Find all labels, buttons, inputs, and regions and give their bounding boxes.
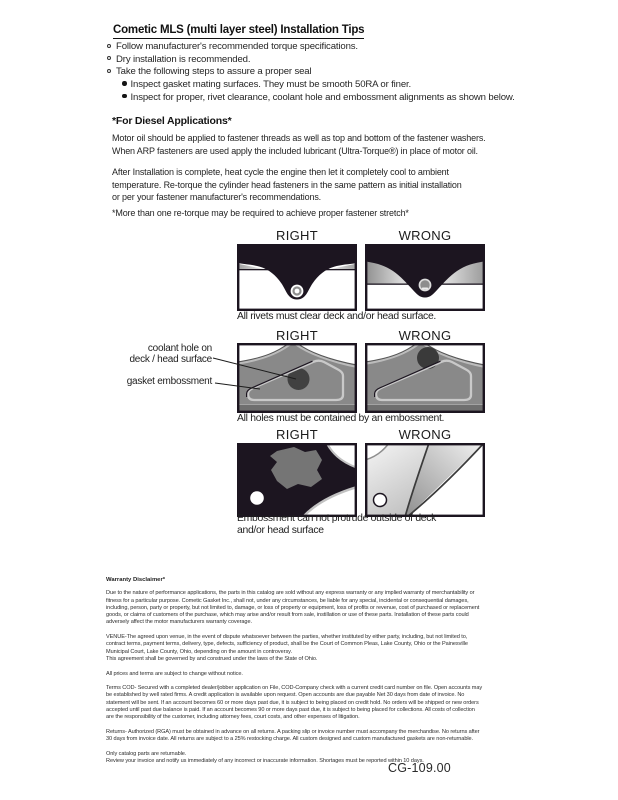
warranty-line: goods, or claims of customers of the purchase, which may arise and/or result from sale, instillation or use of these parts. Installation of these parts could <box>106 612 469 619</box>
paragraph-line: or per your fastener manufacturer's recommendations. <box>112 192 322 202</box>
catalog-line: Review your invoice and notify us immediately of any incorrect or inaccurate information. Shortages must be reported within 10 days. <box>106 758 424 765</box>
row3-caption <box>237 513 436 537</box>
tip-text: Inspect gasket mating surfaces. They must be smooth 50RA or finer. <box>130 79 412 91</box>
terms-line: accepted until past due balance is paid. If an account becomes 90 or more days past due, it is subject to being placed for collections. All costs of collection <box>106 707 475 714</box>
coolant-hole-annotation <box>92 344 212 366</box>
right-label: RIGHT <box>276 228 318 243</box>
warranty-line: fitness for a particular purpose. Cometic Gasket Inc., shall not, under any circumstances, be liable for any special, incidental or consequential damages, <box>106 597 469 604</box>
tip-text: Dry installation is recommended. <box>116 53 251 65</box>
terms-line: Terms COD- Secured with a completed dealer/jobber application on File, COD-Company check with a current credit card number on file. Open accounts may <box>106 685 483 692</box>
venue-line: Municipal Court, Lake County, Ohio, depending on the amount in controversy. <box>106 648 292 655</box>
warranty-heading: Warranty Disclaimer* <box>106 577 166 583</box>
prices-line: All prices and terms are subject to change without notice. <box>106 670 243 677</box>
venue-line: contract terms, payment terms, delivery, type, defects, sufficiency of product, shall be the Court of Common Pleas, Lake County, Ohio or the Painesville <box>106 641 468 648</box>
warranty-line: Due to the nature of performance applications, the parts in this catalog are sold without any express warranty or any implied warranty of merchantability or <box>106 590 475 597</box>
terms-line: be established by well rated firms. A credit application is available upon request. Open accounts are due payable Net 30 days from date of invoice. No <box>106 692 465 699</box>
page-title: Cometic MLS (multi layer steel) Installation Tips <box>113 24 364 39</box>
dot-bullet-icon <box>122 94 127 99</box>
tip-item <box>107 66 515 79</box>
circle-bullet-icon <box>107 69 111 73</box>
paragraph-line: temperature. Re-torque the cylinder head fasteners in the same pattern as initial installation <box>112 179 462 190</box>
terms-line: statement will be sent. If an account becomes 60 or more days past due, it is subject to being placed on credit hold. No orders will be shipped or new orders <box>106 699 479 706</box>
rivet-clearance-right-diagram <box>237 244 357 311</box>
catalog-line: Only catalog parts are returnable. <box>106 750 187 757</box>
right-label: RIGHT <box>276 328 318 343</box>
annotation-line: deck / head surface <box>129 353 212 365</box>
diesel-paragraph-1 <box>112 132 486 157</box>
warranty-line: including, person, party or property, but not limited to, damage, or loss of property or equipment, loss of profits or revenue, cost of purchased or replacement <box>106 604 480 611</box>
annotation-line: coolant hole on <box>147 343 212 354</box>
paragraph-line: When ARP fasteners are used apply the included lubricant (Ultra-Torque®) in place of motor oil. <box>112 145 478 156</box>
tips-list <box>107 41 515 105</box>
protrusion-wrong-diagram <box>365 443 485 517</box>
protrusion-right-diagram <box>237 443 357 517</box>
tip-text: Take the following steps to assure a proper seal <box>116 66 312 78</box>
circle-bullet-icon <box>107 56 111 60</box>
terms-line: are the responsibility of the customer, including attorney fees, court costs, and other expenses of litigation. <box>106 714 360 721</box>
wrong-label: WRONG <box>398 328 452 343</box>
wrong-label: WRONG <box>398 228 452 243</box>
protrusion-right-svg <box>237 443 357 517</box>
paragraph-line: Motor oil should be applied to fastener threads as well as top and bottom of the fastener washers. <box>112 133 486 143</box>
tip-item <box>107 54 515 67</box>
diesel-heading: *For Diesel Applications* <box>112 115 232 127</box>
dot-bullet-icon <box>122 81 127 86</box>
embossment-right-diagram <box>237 343 357 413</box>
right-label: RIGHT <box>276 427 318 442</box>
row2-caption: All holes must be contained by an embossment. <box>237 413 445 424</box>
tip-item <box>107 41 515 54</box>
tip-sub-item <box>122 92 515 105</box>
embossment-wrong-diagram <box>365 343 485 413</box>
paragraph-line: After Installation is complete, heat cycle the engine then let it completely cool to ambient <box>112 167 449 177</box>
diesel-paragraph-2 <box>112 166 462 204</box>
returns-line: 30 days from invoice date. All returns are subject to a 25% restocking charge. All custom designed and custom manufactured gaskets are non-returnable. <box>106 736 474 743</box>
tip-text: Inspect for proper, rivet clearance, coolant hole and embossment alignments as shown below. <box>130 91 515 103</box>
page-code: CG-109.00 <box>388 761 451 775</box>
returns-line: Returns- Authorized (RGA) must be obtained in advance on all returns. A packing slip or invoice number must accompany the merchandise. No returns after <box>106 728 480 735</box>
wrong-label: WRONG <box>398 427 452 442</box>
gasket-embossment-annotation: gasket embossment <box>126 376 212 387</box>
circle-bullet-icon <box>107 44 111 48</box>
legal-block <box>106 577 482 765</box>
rivet-clearance-right-svg <box>237 244 357 311</box>
venue-line: VENUE-The agreed upon venue, in the event of dispute whatsoever between the parties, whether instituted by either party, including, but not limited to, <box>106 634 468 641</box>
embossment-right-svg <box>237 343 357 413</box>
rivet-clearance-wrong-svg <box>365 244 485 311</box>
row1-caption: All rivets must clear deck and/or head surface. <box>237 311 437 322</box>
embossment-wrong-svg <box>365 343 485 413</box>
rivet-clearance-wrong-diagram <box>365 244 485 311</box>
protrusion-wrong-svg <box>365 443 485 517</box>
tip-sub-item <box>122 79 515 92</box>
tip-text: Follow manufacturer's recommended torque specifications. <box>116 41 358 52</box>
venue-line: This agreement shall be governed by and construed under the laws of the State of Ohio. <box>106 655 318 662</box>
caption-line: and/or head surface <box>237 525 324 536</box>
retorque-note: *More than one re-torque may be required to achieve proper fastener stretch* <box>112 208 409 218</box>
warranty-line: adversely affect the motor manufacturers warranty coverage. <box>106 619 252 626</box>
caption-line: Embossment can not protrude outside of deck <box>237 513 437 524</box>
